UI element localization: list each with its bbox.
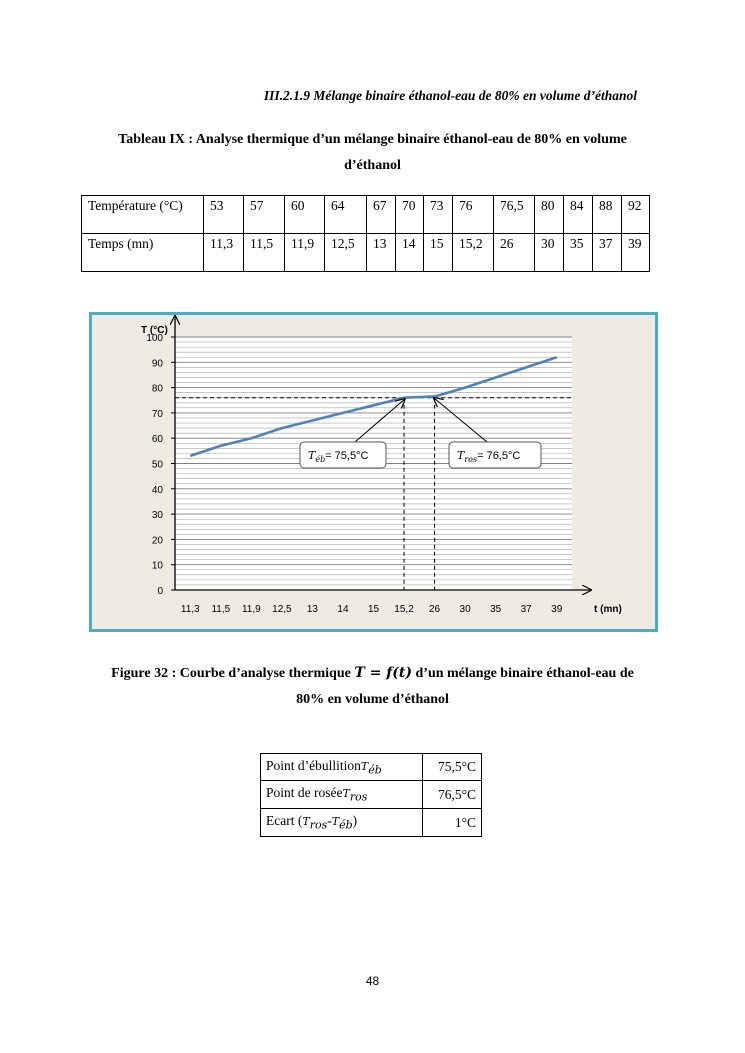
table-caption xyxy=(80,127,665,179)
table-cell: 88 xyxy=(593,196,622,234)
table-row xyxy=(261,754,482,781)
y-tick-label: 70 xyxy=(151,408,163,420)
table-cell: 92 xyxy=(622,196,650,234)
table-row xyxy=(82,196,650,234)
table-cell: 60 xyxy=(285,196,325,234)
table-caption-line2: d’éthanol xyxy=(344,158,401,173)
annotation-label: $T_{ros}= 76,5^\circ C$ xyxy=(457,449,521,464)
y-tick-label: 100 xyxy=(146,333,163,344)
y-tick-label: 30 xyxy=(151,510,163,522)
table-cell: 67 xyxy=(367,196,396,234)
x-tick-label: 14 xyxy=(337,604,349,615)
summary-table xyxy=(260,753,482,837)
x-axis-label: t (mn) xyxy=(594,604,622,615)
x-tick-label: 35 xyxy=(490,604,502,615)
x-tick-label: 13 xyxy=(306,604,318,615)
x-tick-label: 11,9 xyxy=(241,604,261,615)
x-tick-label: 11,5 xyxy=(211,604,231,615)
x-tick-label: 37 xyxy=(520,604,532,615)
table-row xyxy=(261,781,482,809)
y-tick-label: 40 xyxy=(151,484,163,496)
temperature-time-table xyxy=(81,195,650,272)
row-header: Température (°C) xyxy=(82,196,204,234)
section-heading: III.2.1.9 Mélange binaire éthanol-eau de 80% en volume d’éthanol xyxy=(263,88,637,103)
x-tick-label: 12,5 xyxy=(272,604,292,615)
y-tick-label: 80 xyxy=(151,383,163,395)
x-tick-label: 11,3 xyxy=(180,604,200,615)
table-cell: 35 xyxy=(564,234,593,272)
table-cell: 15 xyxy=(424,234,453,272)
annotation-label: $T_{éb}= 75,5^\circ C$ xyxy=(308,449,369,464)
summary-label: Point d’ébullitionT$_{éb}$ xyxy=(261,754,423,781)
table-cell: 15,2 xyxy=(453,234,494,272)
x-tick-label: 15,2 xyxy=(394,604,414,615)
figure-caption-line2: 80% en volume d’éthanol xyxy=(296,692,449,707)
table-cell: 37 xyxy=(593,234,622,272)
y-tick-label: 60 xyxy=(151,434,163,446)
table-cell: 64 xyxy=(325,196,367,234)
x-tick-label: 39 xyxy=(551,604,563,615)
table-cell: 11,3 xyxy=(204,234,244,272)
y-axis-label: T (°C) xyxy=(141,325,168,336)
table-cell: 70 xyxy=(396,196,424,234)
y-tick-label: 10 xyxy=(151,560,163,572)
table-cell: 84 xyxy=(564,196,593,234)
table-cell: 57 xyxy=(244,196,285,234)
figure-caption-prefix: Figure 32 : Courbe d’analyse thermique xyxy=(111,666,351,681)
y-tick-label: 50 xyxy=(151,459,163,471)
chart-frame xyxy=(89,312,658,632)
table-caption-line1: Tableau IX : Analyse thermique d’un mélange binaire éthanol-eau de 80% en volume xyxy=(118,132,627,147)
table-cell: 13 xyxy=(367,234,396,272)
summary-value: 75,5°C xyxy=(423,754,482,781)
table-cell: 53 xyxy=(204,196,244,234)
figure-caption-formula: T = f(t) xyxy=(354,665,412,681)
table-cell: 26 xyxy=(494,234,535,272)
summary-label: Ecart $(T_{ros}-T_{éb})$ xyxy=(261,809,423,837)
summary-label: Point de roséeT$_{ros}$ xyxy=(261,781,423,809)
table-cell: 73 xyxy=(424,196,453,234)
row-header: Temps (mn) xyxy=(82,234,204,272)
table-cell: 76,5 xyxy=(494,196,535,234)
x-tick-label: 26 xyxy=(429,604,441,615)
table-cell: 11,9 xyxy=(285,234,325,272)
table-cell: 39 xyxy=(622,234,650,272)
page-number: 48 xyxy=(365,974,380,988)
y-tick-label: 20 xyxy=(151,535,163,547)
table-cell: 12,5 xyxy=(325,234,367,272)
table-cell: 11,5 xyxy=(244,234,285,272)
y-tick-label: 0 xyxy=(157,586,163,597)
table-cell: 80 xyxy=(535,196,564,234)
y-tick-label: 90 xyxy=(151,358,163,370)
x-tick-label: 15 xyxy=(367,604,380,615)
table-row xyxy=(82,234,650,272)
table-row xyxy=(261,809,482,837)
table-cell: 76 xyxy=(453,196,494,234)
table-cell: 14 xyxy=(396,234,424,272)
figure-caption xyxy=(80,660,665,713)
x-tick-label: 30 xyxy=(459,604,471,615)
thermal-analysis-chart xyxy=(92,315,655,629)
figure-caption-suffix: d’un mélange binaire éthanol-eau de xyxy=(415,666,634,681)
summary-value: 76,5°C xyxy=(423,781,482,809)
summary-value: 1°C xyxy=(423,809,482,837)
table-cell: 30 xyxy=(535,234,564,272)
